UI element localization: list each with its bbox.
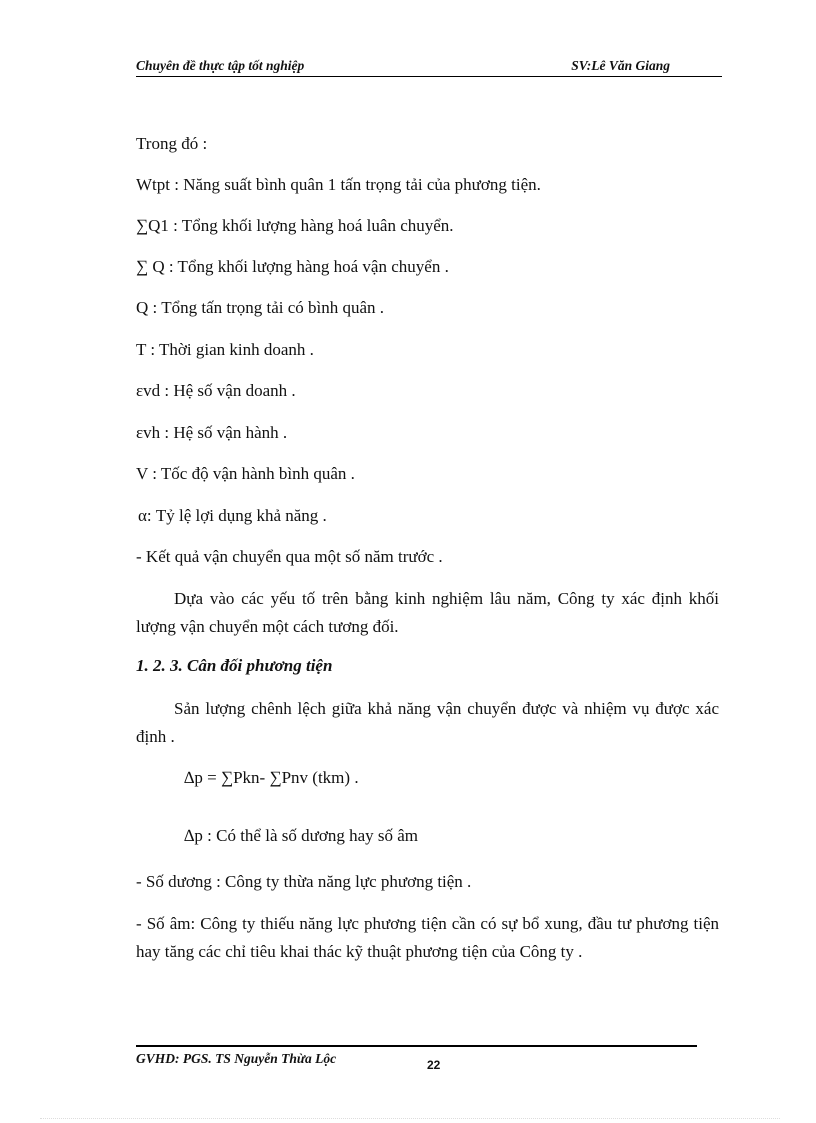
text-line: α: Tỷ lệ lợi dụng khả năng . bbox=[138, 506, 327, 525]
text-line: ∑Q1 : Tổng khối lượng hàng hoá luân chuyển. bbox=[136, 216, 454, 235]
text-line: Trong đó : bbox=[136, 134, 208, 153]
paragraph: - Số âm: Công ty thiếu năng lực phương tiện cần có sự bổ xung, đầu tư phương tiện hay tăng các chỉ tiêu khai thác kỹ thuật phương tiện của Công ty . bbox=[136, 914, 719, 961]
section-heading: 1. 2. 3. Cân đối phương tiện bbox=[136, 656, 333, 675]
text-line: Q : Tổng tấn trọng tải có bình quân . bbox=[136, 298, 385, 317]
paragraph: Sản lượng chênh lệch giữa khả năng vận chuyển được và nhiệm vụ được xác định . bbox=[136, 699, 719, 746]
equation: ∆p = ∑Pkn- ∑Pnv (tkm) . bbox=[184, 768, 359, 787]
text-line: ∑ Q : Tổng khối lượng hàng hoá vận chuyển . bbox=[136, 257, 449, 276]
text-line: εvd : Hệ số vận doanh . bbox=[136, 381, 296, 400]
equation-note: ∆p : Có thể là số dương hay số âm bbox=[184, 826, 418, 845]
page-bottom-dots bbox=[40, 1118, 780, 1119]
header-student: SV:Lê Văn Giang bbox=[571, 58, 670, 73]
page-number: 22 bbox=[427, 1058, 441, 1072]
header-title: Chuyên đề thực tập tốt nghiệp bbox=[136, 58, 305, 73]
page-header bbox=[136, 56, 722, 77]
footer-advisor: GVHD: PGS. TS Nguyễn Thừa Lộc bbox=[136, 1051, 337, 1066]
text-line: V : Tốc độ vận hành bình quân . bbox=[136, 464, 355, 483]
text-line: - Kết quả vận chuyển qua một số năm trước . bbox=[136, 547, 443, 566]
text-line: Wtpt : Năng suất bình quân 1 tấn trọng tải của phương tiện. bbox=[136, 175, 541, 194]
text-line: T : Thời gian kinh doanh . bbox=[136, 340, 314, 359]
text-line: εvh : Hệ số vận hành . bbox=[136, 423, 288, 442]
footer-divider bbox=[136, 1045, 697, 1047]
text-line: - Số dương : Công ty thừa năng lực phương tiện . bbox=[136, 872, 472, 891]
paragraph: Dựa vào các yếu tố trên bằng kinh nghiệm lâu năm, Công ty xác định khối lượng vận chuyển một cách tương đối. bbox=[136, 589, 719, 636]
